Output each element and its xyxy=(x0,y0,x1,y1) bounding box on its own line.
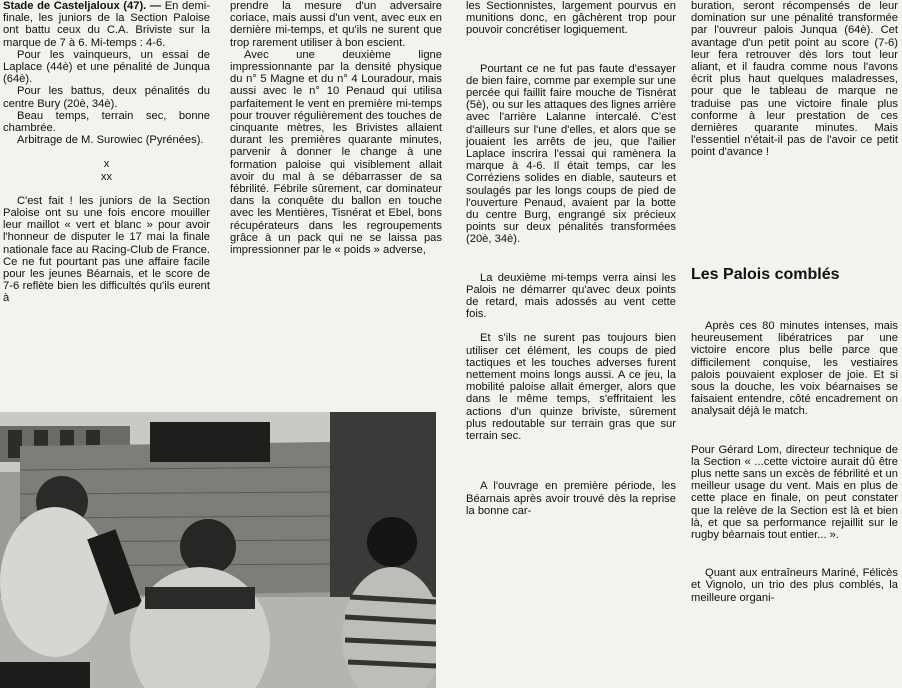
dateline: Stade de Casteljaloux (47). — xyxy=(3,0,162,12)
article-column-2 xyxy=(230,0,442,256)
paragraph: Et s'ils ne surent pas toujours bien utiliser cet élément, les coups de pied tactiques et les touches adverses furent nettement moins longs aussi. A ce jeu, la mobilité paloise allait émerger, alors que dans le même temps, s'effritaient les actions d'un quinze briviste, sûrement plus redoutable sur terrain gras que sur terrain sec. xyxy=(466,332,676,443)
article-column-4 xyxy=(691,0,898,159)
separator-mark: xx xyxy=(100,170,113,183)
paragraph: Après ces 80 minutes intenses, mais heureusement libératrices par une victoire encore plus belle parce que difficilement conquise, les vestiaires palois pouvaient exploser de joie. Et si sous la douche, les voix béarnaises se faisaient entendre, côté encadrement on analysait déjà le match. xyxy=(691,320,898,418)
paragraph: buration, seront récompensés de leur domination sur une pénalité transformée par l'ouvreur palois Junqua (64è). Cet avantage d'un petit point au score (7-6) leur fera retrouver dès lors tout leur aliant, et il faudra comme nous l'avons écrit plus haut quelques maladresses, pour que le tableau de marque ne traduise pas une victoire finale plus conforme à leur prestation de ces dernières quarante minutes. Mais l'essentiel n'était-il pas de l'avoir ce petit point d'avance ! xyxy=(691,0,898,159)
paragraph: Quant aux entraîneurs Mariné, Félicès et Vignolo, un trio des plus comblés, la meilleure organi- xyxy=(691,567,898,604)
paragraph: Arbitrage de M. Surowiec (Pyrénées). xyxy=(17,134,204,147)
paragraph: les Sectionnistes, largement pourvus en munitions donc, en gâchèrent trop pour pouvoir concrétiser logiquement. xyxy=(466,0,676,37)
lead-paragraph xyxy=(3,0,210,49)
paragraph-text: En demi-finale, les juniors de la Section Paloise ont battu ceux du C.A. Briviste sur la marque de 7 à 6. Mi-temps : 4-6. xyxy=(3,0,210,49)
paragraph: C'est fait ! les juniors de la Section Paloise ont su une fois encore mouiller leur maillot « vert et blanc » pour avoir l'honneur de disputer le 17 mai la finale nationale face au Racing-Club de France. Ce ne fut pourtant pas une affaire facile pour les jeunes Béarnais, et le score de 7-6 reflète bien les difficultés qu'ils eurent à xyxy=(3,194,210,305)
paragraph: A l'ouvrage en première période, les Béarnais après avoir trouvé dès la reprise la bonne car- xyxy=(466,480,676,517)
paragraph: Pour les vainqueurs, un essai de Laplace (44è) et une pénalité de Junqua (64è). xyxy=(3,48,210,86)
paragraph: Pourtant ce ne fut pas faute d'essayer de bien faire, comme par exemple sur une percée qui faillit faire mouche de Tisnérat (5è), ou sur les attaques des lignes arrière avec l'arrière Lalanne intercalé. C'est d'ailleurs sur l'une d'elles, et alors que se jouaient les arrêts de jeu, que l'ailier Laplace inscrira l'essai qui ramènera la marque à 4-6. Il était temps, car les Corréziens solides en diable, sauteurs et soulagés par les longs coups de pied de l'ouverture Penaud, avaient par la botte du centre Burg, engrangé six précieux points sur deux pénalités transformées (20è, 34è). xyxy=(466,62,676,246)
paragraph: La deuxième mi-temps verra ainsi les Palois ne démarrer qu'avec deux points de retard, mais adossés au vent cette fois. xyxy=(466,271,676,321)
paragraph: Avec une deuxième ligne impressionnante par la densité physique du n° 5 Magne et du n° 4 Louradour, mais aussi avec le n° 10 Penaud qui utilisa parfaitement le vent en première mi-temps pour trouver régulièrement des touches de cinquante mètres, les Brivistes allaient durant les premières quarante minutes, parvenir à donner le change à une formation paloise qui visiblement allait avoir du mal à se débarrasser de sa fébrilité. Fébrile sûrement, car dominateur dans la conquête du ballon en touche avec les Mentières, Tisnérat et Ebel, bons récupérateurs dans les regroupements grâce à un pack qui ne se laissa pas impressionner par le « poids » adverse, xyxy=(230,48,442,257)
article-column-3 xyxy=(466,0,676,517)
paragraph: Pour les battus, deux pénalités du centre Bury (20è, 34è). xyxy=(3,85,210,110)
paragraph: prendre la mesure d'un adversaire coriace, mais aussi d'un vent, avec eux en dernière mi-temps, et qu'ils ne surent que trop rarement utiliser à bon escient. xyxy=(230,0,442,49)
article-column-4-continued xyxy=(691,320,898,604)
article-column-1 xyxy=(3,0,210,305)
section-headline: Les Palois comblés xyxy=(691,266,840,283)
paragraph: Beau temps, terrain sec, bonne chambrée. xyxy=(3,109,210,135)
separator-mark: x xyxy=(103,158,110,171)
rugby-match-photo xyxy=(0,412,436,688)
paragraph: Pour Gérard Lom, directeur technique de la Section « ...cette victoire aurait dû être plus nette sans un excès de fébrilité et un meilleur usage du vent. Mais en plus de cette place en finale, on peut constater que la relève de la Section est là et bien là, et que sa performance rejaillit sur le rugby béarnais tout entier... ». xyxy=(691,443,898,542)
